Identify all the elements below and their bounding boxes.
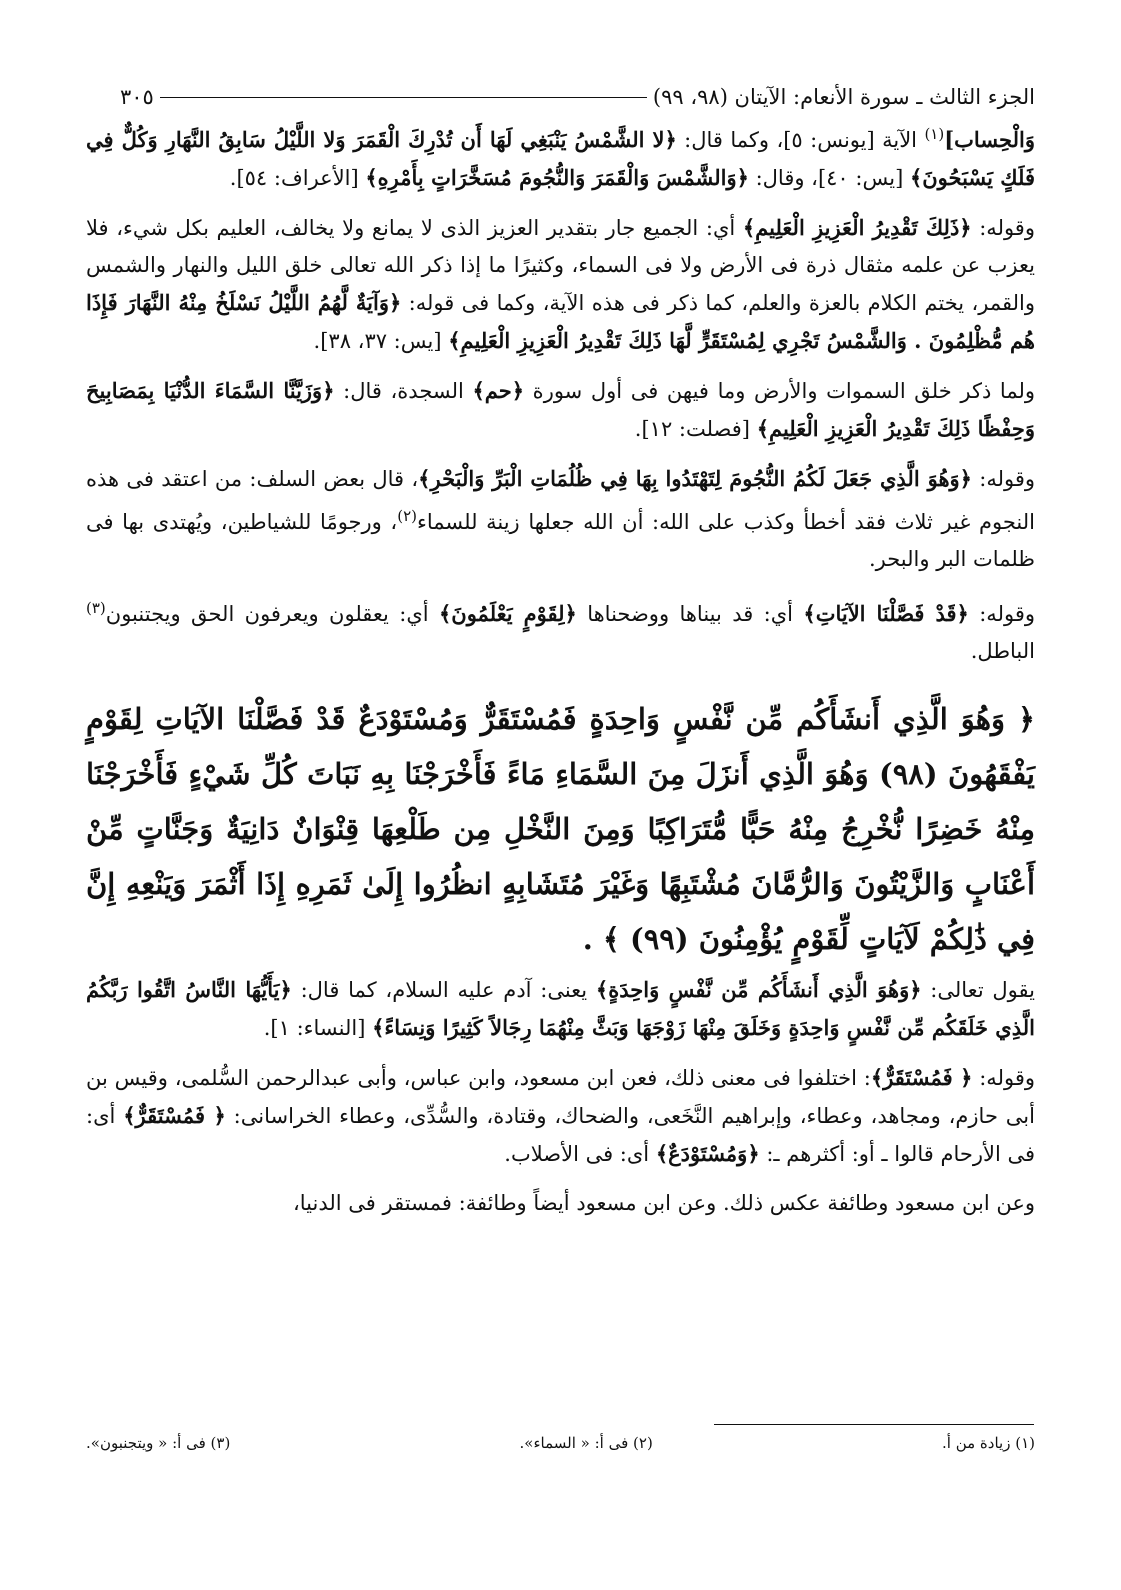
paragraph bbox=[86, 1059, 1035, 1173]
footnote-marker: (٣) bbox=[86, 599, 106, 617]
text-run: الآية [يونس: ٥]، وكما قال: bbox=[676, 128, 925, 152]
text-run: وقوله: bbox=[972, 1066, 1035, 1090]
running-header bbox=[120, 80, 1035, 114]
text-run: [النساء: ١]. bbox=[263, 1016, 373, 1040]
quote-text: ﴿وَآيَةٌ لَّهُمُ اللَّيْلُ نَسْلَخُ مِنْهُ النَّهَارَ فَإِذَا هُم مُّظْلِمُونَ . وَالشَّمْسُ تَجْرِي لِمُسْتَقَرٍّ لَّهَا ذَلِكَ تَقْدِيرُ الْعَزِيزِ الْعَلِيمِ﴾ bbox=[86, 290, 1035, 353]
page-number: ٣٠٥ bbox=[120, 85, 154, 109]
paragraph bbox=[86, 372, 1035, 448]
text-run: يقول تعالى: bbox=[921, 978, 1036, 1002]
text-run: ولما ذكر خلق السموات والأرض وما فيهن فى أول سورة bbox=[524, 379, 1036, 403]
quran-verse-block bbox=[86, 692, 1035, 967]
footnote-3: (٣) فى أ: « ويتجنبون». bbox=[86, 1434, 231, 1452]
quote-text: ﴿لِقَوْمٍ يَعْلَمُونَ﴾ bbox=[438, 601, 577, 626]
text-run: السجدة، قال: bbox=[334, 379, 473, 403]
paragraph bbox=[86, 1185, 1035, 1222]
text-run: [يس: ٣٧، ٣٨]. bbox=[313, 329, 449, 353]
text-run: : اختلفوا فى معنى ذلك، فعن ابن مسعود، وابن عباس، وأبى عبدالرحمن السُّلمى، وقيس بن أبى حازم، ومجاهد، وعطاء، وإبراهيم النَّخَعى، والضحاك، وقتادة، والسُّدِّى، وعطاء الخراسانى: bbox=[86, 1066, 1035, 1128]
text-run: [يس: ٤٠]، وقال: bbox=[748, 166, 910, 190]
text-run: الباطل. bbox=[970, 639, 1035, 663]
quote-text: ﴿ فَمُسْتَقَرٌّ﴾ bbox=[870, 1065, 973, 1090]
header-rule bbox=[160, 97, 647, 98]
quote-text: ﴿وَهُوَ الَّذِي أَنشَأَكُم مِّن نَّفْسٍ وَاحِدَةٍ﴾ bbox=[595, 977, 922, 1002]
quote-text: ﴿يَأَيُّهَا النَّاسُ اتَّقُوا رَبَّكُمُ الَّذِي خَلَقَكُم مِّن نَّفْسٍ وَاحِدَةٍ وَخَلَقَ مِنْهَا زَوْجَهَا وَبَثَّ مِنْهُمَا رِجَالاً كَثِيرًا وَنِسَاءً﴾ bbox=[86, 977, 1035, 1040]
paragraph bbox=[86, 460, 1035, 578]
quote-text: ﴿ فَمُسْتَقَرٌّ﴾ bbox=[123, 1103, 226, 1128]
quote-text: ﴿وَهُوَ الَّذِي جَعَلَ لَكُمُ النُّجُومَ لِتَهْتَدُوا بِهَا فِي ظُلُمَاتِ الْبَرِّ وَالْبَحْرِ﴾ bbox=[418, 466, 972, 491]
paragraph bbox=[86, 209, 1035, 360]
paragraph bbox=[86, 971, 1035, 1047]
text-run: [الأعراف: ٥٤]. bbox=[229, 166, 366, 190]
quote-text: ﴿وَمُسْتَوْدَعٌ﴾ bbox=[655, 1141, 760, 1166]
text-run: أى: فى الأرحام قالوا ـ أو: أكثرهم ـ: bbox=[86, 1104, 1035, 1166]
text-run: وعن ابن مسعود وطائفة عكس ذلك. وعن ابن مسعود أيضاً وطائفة: فمستقر فى الدنيا، bbox=[292, 1191, 1035, 1215]
paragraph bbox=[86, 590, 1035, 670]
quote-text: ﴿ذَلِكَ تَقْدِيرُ الْعَزِيزِ الْعَلِيمِ﴾ bbox=[742, 215, 972, 240]
main-text bbox=[86, 116, 1035, 1222]
quote-text: وَالْحِساب] bbox=[944, 127, 1035, 152]
header-title: الجزء الثالث ـ سورة الأنعام: الآيتان (٩٨، ٩٩) bbox=[652, 85, 1035, 109]
text-run: أي: الجميع جار بتقدير العزيز الذى لا يمانع ولا يخالف، العليم بكل شيء، فلا يعزب عن علمه مثقال ذرة فى الأرض ولا فى السماء، وكثيرًا ما إذا ذكر الله تعالى خلق الليل والنهار والشمس والقمر، يختم الكلام بالعزة والعلم، كما ذكر فى هذه الآية، وكما فى قوله: bbox=[86, 216, 1036, 315]
text-run: أي: يعقلون ويعرفون الحق ويجتنبون bbox=[105, 602, 439, 626]
quote-text: ﴿لا الشَّمْسُ يَنْبَغِي لَهَا أَن تُدْرِكَ الْقَمَرَ وَلا اللَّيْلُ سَابِقُ النَّهَارِ وَكُلٌّ فِي فَلَكٍ يَسْبَحُونَ﴾ bbox=[86, 127, 1035, 190]
text-run: وقوله: bbox=[968, 602, 1035, 626]
quote-text: ﴿وَالشَّمْسَ وَالْقَمَرَ وَالنُّجُومَ مُسَخَّرَاتٍ بِأَمْرِهِ﴾ bbox=[365, 165, 749, 190]
quote-text: ﴿قَدْ فَصَّلْنَا الآيَاتِ﴾ bbox=[803, 601, 969, 626]
footnote-1: (١) زيادة من أ. bbox=[942, 1434, 1035, 1452]
text-run: يعنى: آدم عليه السلام، كما قال: bbox=[291, 978, 596, 1002]
footnote-2: (٢) فى أ: « السماء». bbox=[519, 1434, 653, 1452]
footnote-marker: (١) bbox=[924, 125, 945, 143]
paragraph bbox=[86, 116, 1035, 197]
text-run: أي: قد بيناها ووضحناها bbox=[576, 602, 804, 626]
quote-text: ﴿حم﴾ bbox=[472, 378, 525, 403]
text-run: وقوله: bbox=[971, 467, 1036, 491]
text-run: ﴿ وَهُوَ الَّذِي أَنشَأَكُم مِّن نَّفْسٍ وَاحِدَةٍ فَمُسْتَقَرٌّ وَمُسْتَوْدَعٌ قَدْ فَصَّلْنَا الآيَاتِ لِقَوْمٍ يَفْقَهُونَ (٩٨) وَهُوَ الَّذِي أَنزَلَ مِنَ السَّمَاءِ مَاءً فَأَخْرَجْنَا بِهِ نَبَاتَ كُلِّ شَيْءٍ فَأَخْرَجْنَا مِنْهُ خَضِرًا نُّخْرِجُ مِنْهُ حَبًّا مُّتَرَاكِبًا وَمِنَ النَّخْلِ مِن طَلْعِهَا قِنْوَانٌ دَانِيَةٌ وَجَنَّاتٍ مِّنْ أَعْنَابٍ وَالزَّيْتُونَ وَالرُّمَّانَ مُشْتَبِهًا وَغَيْرَ مُتَشَابِهٍ انظُرُوا إِلَىٰ ثَمَرِهِ إِذَا أَثْمَرَ وَيَنْعِهِ إِنَّ فِي ذَٰلِكُمْ لَآيَاتٍ لِّقَوْمٍ يُؤْمِنُونَ (٩٩) ﴾ . bbox=[86, 702, 1036, 956]
footnote-marker: (٢) bbox=[397, 507, 417, 525]
text-run: أى: فى الأصلاب. bbox=[504, 1142, 656, 1166]
text-run: ، قال بعض السلف: من اعتقد فى هذه النجوم غير ثلاث فقد أخطأ وكذب على الله: أن الله جعلها زينة للسماء bbox=[86, 467, 1035, 534]
quote-text: ﴿وَزَيَّنَّا السَّمَاءَ الدُّنْيَا بِمَصَابِيحَ وَحِفْظًا ذَلِكَ تَقْدِيرُ الْعَزِيزِ الْعَلِيمِ﴾ bbox=[86, 378, 1035, 441]
text-run: ، ورجومًا للشياطين، ويُهتدى بها فى ظلمات البر والبحر. bbox=[86, 510, 1035, 571]
text-run: وقوله: bbox=[971, 216, 1035, 240]
footnotes bbox=[86, 1430, 1035, 1456]
text-run: [فصلت: ١٢]. bbox=[634, 417, 757, 441]
footnote-separator bbox=[714, 1424, 1034, 1425]
